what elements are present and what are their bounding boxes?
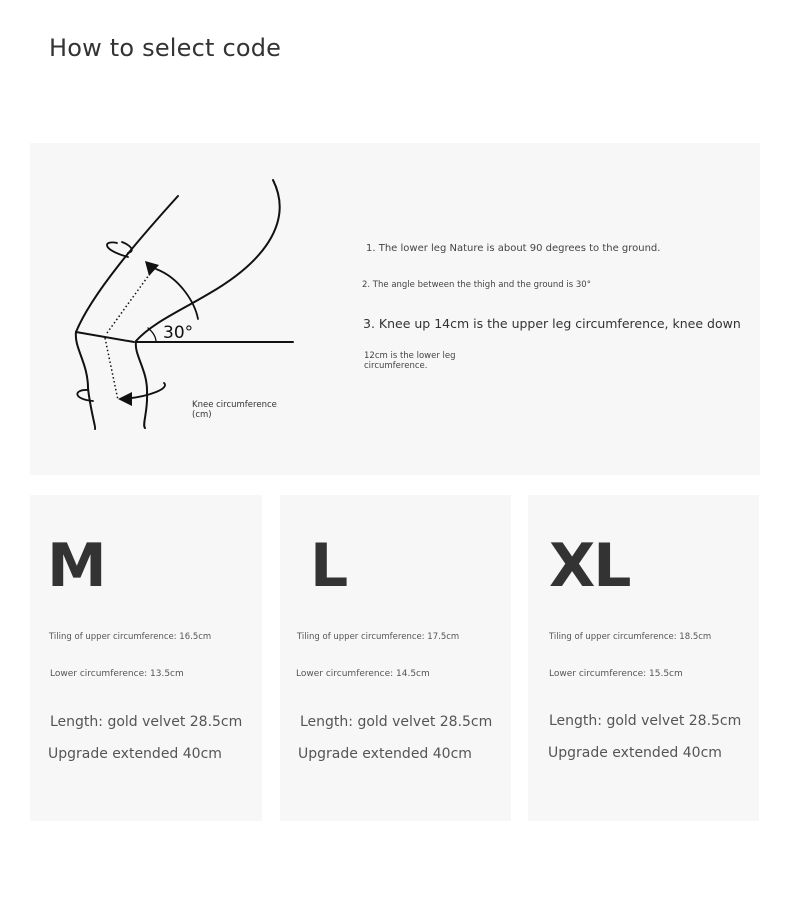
upper-circumference: Tiling of upper circumference: 16.5cm [49,632,212,642]
instruction-1: 1. The lower leg Nature is about 90 degrees to the ground. [366,243,661,254]
instruction-3: 3. Knee up 14cm is the upper leg circumference, knee down [363,316,741,331]
thigh-back-line [136,180,280,341]
page-title: How to select code [49,34,282,62]
lower-circumference: Lower circumference: 15.5cm [549,669,683,679]
knee-line [76,332,134,342]
upper-ring-left [107,242,128,257]
thigh-front-line [76,196,178,332]
angle-label: 30° [163,323,194,343]
knee-diagram [30,143,760,475]
upper-dotted-line [107,268,154,333]
length-info: Length: gold velvet 28.5cm [50,714,243,730]
lower-ring-left [77,390,93,401]
length-info: Length: gold velvet 28.5cm [549,713,742,729]
upgrade-info: Upgrade extended 40cm [548,745,722,761]
calf-back-line [136,342,147,428]
upgrade-info: Upgrade extended 40cm [298,746,472,762]
measurement-diagram-panel [30,143,760,475]
instruction-4: 12cm is the lower leg circumference. [364,351,456,371]
size-label: XL [549,531,630,601]
size-label: M [47,531,105,601]
size-card-m [30,495,262,821]
size-label: L [310,531,347,601]
upgrade-info: Upgrade extended 40cm [48,746,222,762]
lower-circumference: Lower circumference: 13.5cm [50,669,184,679]
lower-arrowhead-icon [118,392,132,406]
lower-dotted-line [105,338,118,400]
size-card-l [280,495,511,821]
upper-ring-right [122,242,132,253]
upper-circumference: Tiling of upper circumference: 17.5cm [297,632,460,642]
size-card-xl [528,495,759,821]
lower-circumference: Lower circumference: 14.5cm [296,669,430,679]
instruction-2: 2. The angle between the thigh and the ground is 30° [362,280,591,290]
upper-circumference: Tiling of upper circumference: 18.5cm [549,632,712,642]
shin-front-line [76,332,95,429]
knee-circumference-label: Knee circumference (cm) [192,400,277,420]
length-info: Length: gold velvet 28.5cm [300,714,493,730]
